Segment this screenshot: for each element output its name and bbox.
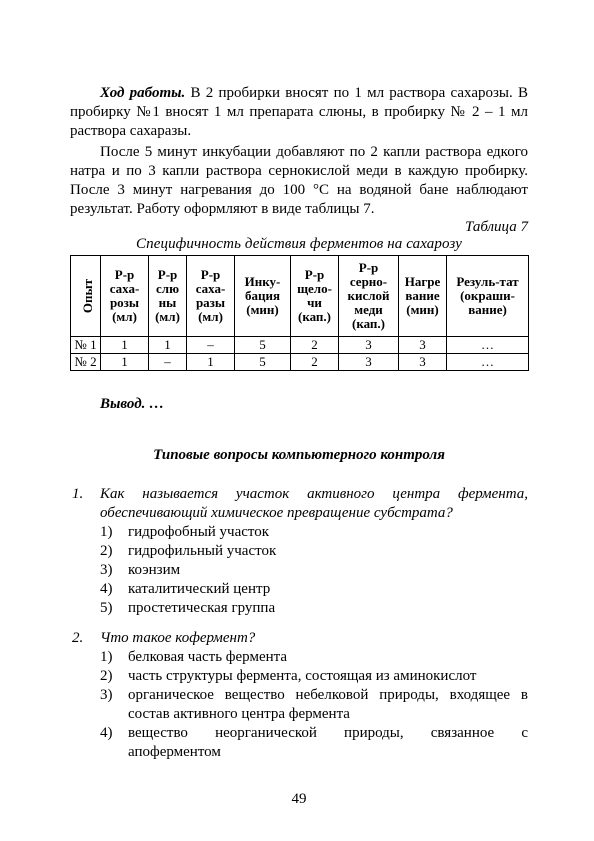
answer-options <box>100 648 528 762</box>
table-cell: – <box>187 337 235 354</box>
table-header-cell <box>339 256 399 337</box>
table-header-cell <box>291 256 339 337</box>
question-number: 1. <box>72 486 84 502</box>
table-header-cell <box>187 256 235 337</box>
table-cell: 3 <box>399 354 447 371</box>
option-number: 5) <box>100 600 113 616</box>
table-header-label: Инку-бация (мин) <box>244 274 281 317</box>
table-header-label: Р-р саха-розы (мл) <box>109 267 140 324</box>
table-header-label: Р-р щело-чи (кап.) <box>297 267 332 324</box>
table-cell: … <box>447 354 529 371</box>
option-number: 3) <box>100 562 113 578</box>
question-text: Что такое кофермент? <box>100 630 256 646</box>
table-cell: № 2 <box>71 354 101 371</box>
table-header-cell <box>399 256 447 337</box>
table-cell: 1 <box>187 354 235 371</box>
answer-option <box>100 561 528 580</box>
table-cell: … <box>447 337 529 354</box>
table-cell: 2 <box>291 337 339 354</box>
table-header-cell <box>101 256 149 337</box>
answer-options <box>100 523 528 618</box>
question-text: Как называется участок активного центра фермента, обеспечивающий химическое превращение субстрата? <box>100 486 528 521</box>
table-row <box>71 337 529 354</box>
table-header-cell <box>235 256 291 337</box>
answer-option <box>100 667 528 686</box>
question-block <box>70 629 528 762</box>
conclusion-label: Вывод. … <box>100 396 165 412</box>
table-header-label: Р-р серно-кислой меди (кап.) <box>347 260 390 331</box>
table-header-label: Нагре вание (мин) <box>404 274 441 317</box>
answer-option <box>100 648 528 667</box>
section-title: Типовые вопросы компьютерного контроля <box>153 447 445 463</box>
question-number: 2. <box>72 630 84 646</box>
table-header-label: Резуль-тат (окраши-вание) <box>456 274 519 317</box>
option-number: 3) <box>100 687 113 703</box>
table-cell: 5 <box>235 354 291 371</box>
table-cell: 3 <box>399 337 447 354</box>
option-text: органическое вещество небелковой природы, входящее в состав активного центра фермента <box>128 687 528 722</box>
table-header-label: Р-р слю ны (мл) <box>155 267 180 324</box>
table-cell: 1 <box>101 354 149 371</box>
table-header-label: Р-р саха-разы (мл) <box>195 267 226 324</box>
table-header-row <box>71 256 529 337</box>
option-text: каталитический центр <box>128 581 271 597</box>
table-cell: 1 <box>101 337 149 354</box>
answer-option <box>100 542 528 561</box>
option-text: часть структуры фермента, состоящая из аминокислот <box>128 668 477 684</box>
option-text: коэнзим <box>128 562 181 578</box>
answer-option <box>100 580 528 599</box>
table-caption: Специфичность действия ферментов на сахарозу <box>136 236 462 252</box>
answer-option <box>100 686 528 724</box>
page-number: 49 <box>291 791 307 807</box>
option-number: 1) <box>100 649 113 665</box>
table-cell: № 1 <box>71 337 101 354</box>
table-header-label: Опыт <box>80 278 96 314</box>
experiment-table <box>70 255 529 371</box>
option-number: 1) <box>100 524 113 540</box>
option-number: 2) <box>100 543 113 559</box>
procedure-paragraph <box>70 84 528 141</box>
procedure-heading: Ход работы. <box>100 85 186 101</box>
option-text: белковая часть фермента <box>128 649 288 665</box>
table-cell: 2 <box>291 354 339 371</box>
procedure-text: В 2 пробирки вносят по 1 мл раствора сахарозы. В пробирку №1 вносят 1 мл препарата слюны, в пробирку № 2 – 1 мл раствора сахаразы. <box>70 85 528 139</box>
table-cell: 3 <box>339 354 399 371</box>
table-cell: – <box>149 354 187 371</box>
procedure-paragraph-2: После 5 минут инкубации добавляют по 2 капли раствора едкого натра и по 3 капли раствора сернокислой меди в каждую пробирку. После 3 минут нагревания до 100 °С на водяной бане наблюдают результат. Работу оформляют в виде таблицы 7. <box>70 144 528 217</box>
table-header-cell <box>447 256 529 337</box>
table-cell: 5 <box>235 337 291 354</box>
option-text: простетическая группа <box>128 600 276 616</box>
option-text: гидрофильный участок <box>128 543 277 559</box>
table-cell: 3 <box>339 337 399 354</box>
option-text: гидрофобный участок <box>128 524 270 540</box>
option-number: 4) <box>100 725 113 741</box>
table-header-cell <box>71 256 101 337</box>
table-cell: 1 <box>149 337 187 354</box>
question-block <box>70 485 528 618</box>
table-row <box>71 354 529 371</box>
answer-option <box>100 724 528 762</box>
answer-option <box>100 599 528 618</box>
table-label: Таблица 7 <box>465 219 528 235</box>
option-number: 2) <box>100 668 113 684</box>
answer-option <box>100 523 528 542</box>
option-text: вещество неорганической природы, связанное с апоферментом <box>128 725 528 760</box>
table-header-cell <box>149 256 187 337</box>
option-number: 4) <box>100 581 113 597</box>
